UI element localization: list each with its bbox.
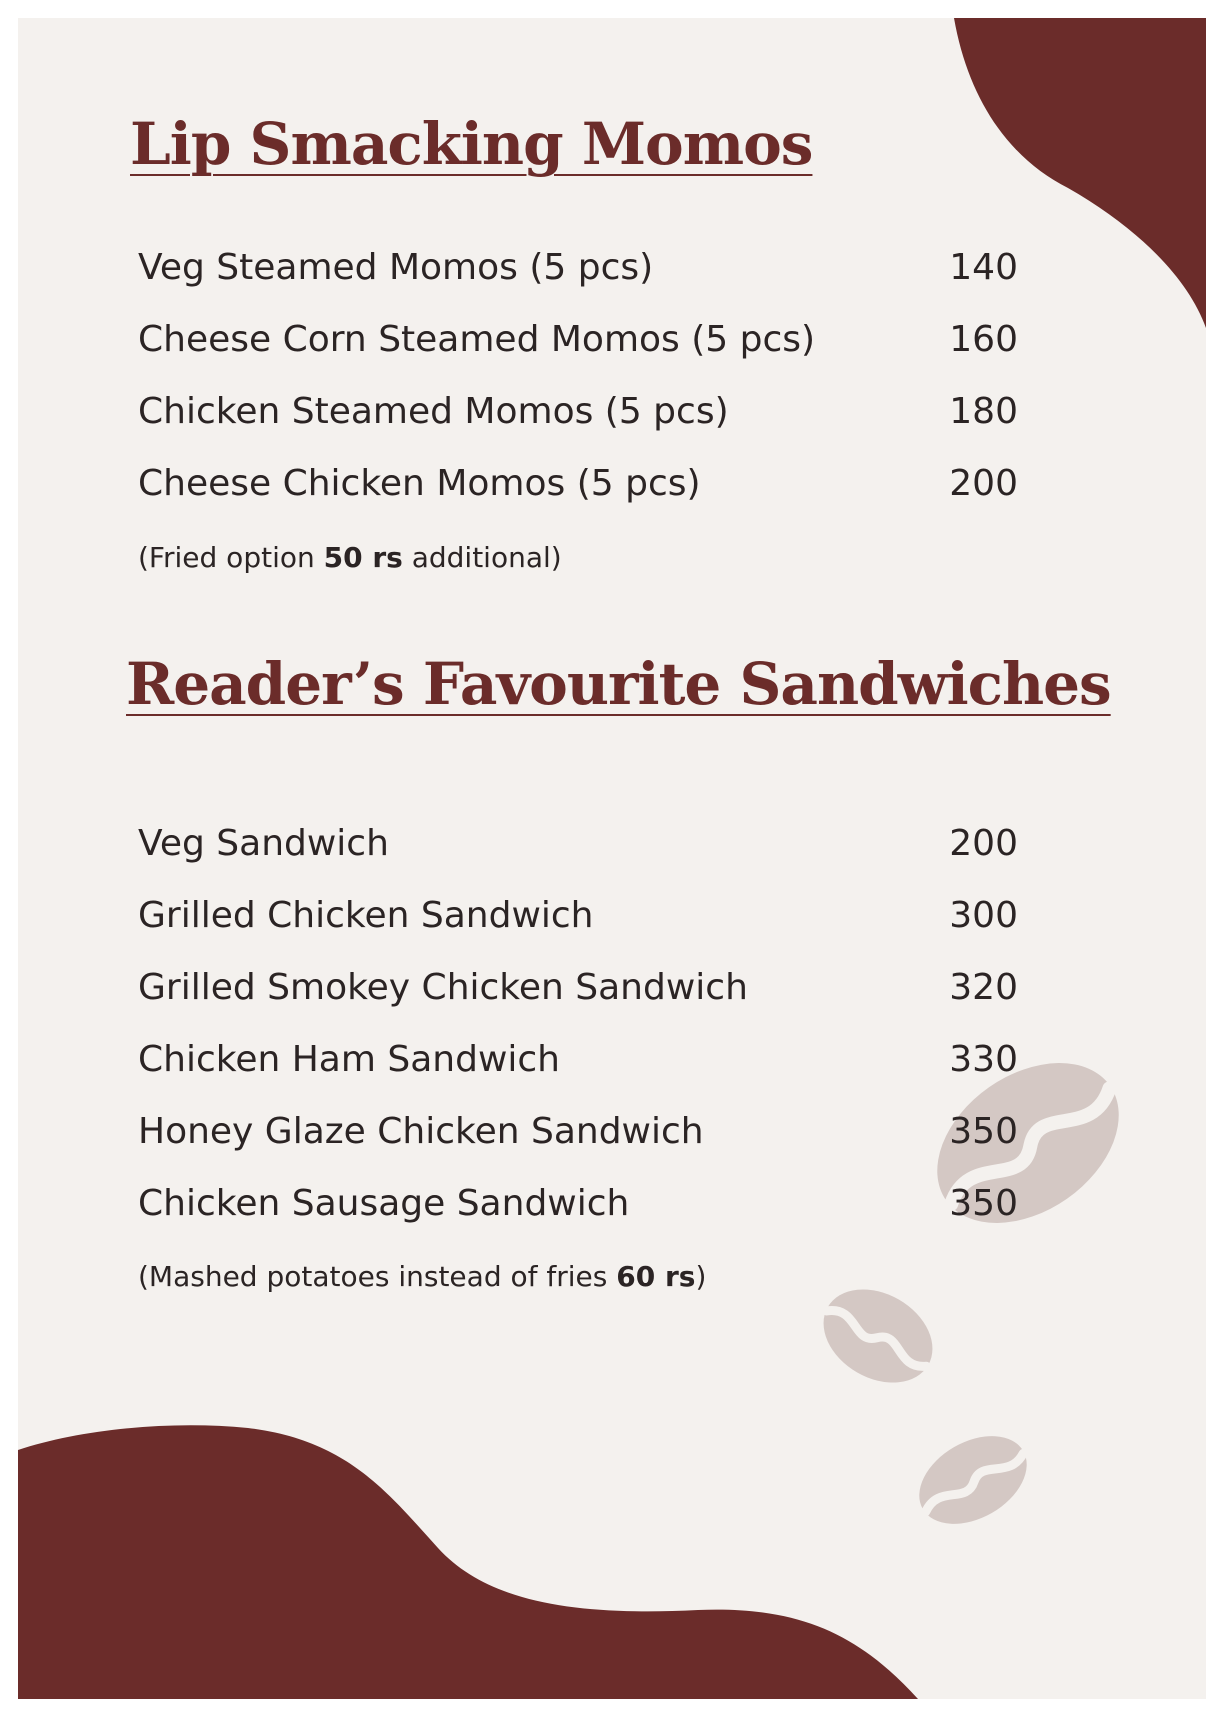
item-name: Chicken Sausage Sandwich: [138, 1183, 630, 1224]
item-name: Veg Steamed Momos (5 pcs): [138, 247, 654, 288]
coffee-bean-icon: [904, 1418, 1042, 1542]
item-name: Grilled Chicken Sandwich: [138, 895, 594, 936]
item-price: 200: [949, 823, 1018, 864]
list-item: [138, 232, 1038, 304]
note-text: additional): [402, 541, 562, 574]
item-price: 160: [949, 319, 1018, 360]
list-item: [138, 376, 1038, 448]
note-text: (Fried option: [138, 541, 324, 574]
section-title-sandwiches: Reader’s Favourite Sandwiches: [126, 650, 1111, 718]
momos-note: [138, 541, 562, 574]
list-item: [138, 952, 1038, 1024]
bottom-left-wave-shape: [18, 1425, 918, 1699]
note-price: 50 rs: [323, 541, 403, 574]
item-price: 350: [949, 1111, 1018, 1152]
item-price: 300: [949, 895, 1018, 936]
list-item: [138, 1096, 1038, 1168]
item-name: Veg Sandwich: [138, 823, 389, 864]
item-price: 320: [949, 967, 1018, 1008]
item-name: Grilled Smokey Chicken Sandwich: [138, 967, 748, 1008]
item-price: 330: [949, 1039, 1018, 1080]
item-price: 140: [949, 247, 1018, 288]
list-item: [138, 448, 1038, 520]
item-price: 200: [949, 463, 1018, 504]
list-item: [138, 808, 1038, 880]
list-item: [138, 1168, 1038, 1240]
list-item: [138, 1024, 1038, 1096]
note-text: (Mashed potatoes instead of fries: [138, 1260, 617, 1293]
list-item: [138, 304, 1038, 376]
item-price: 350: [949, 1183, 1018, 1224]
momos-item-list: [138, 232, 1038, 520]
item-name: Cheese Corn Steamed Momos (5 pcs): [138, 319, 816, 360]
sandwiches-item-list: [138, 808, 1038, 1240]
section-title-momos: Lip Smacking Momos: [130, 110, 813, 178]
item-name: Cheese Chicken Momos (5 pcs): [138, 463, 701, 504]
item-name: Chicken Steamed Momos (5 pcs): [138, 391, 729, 432]
item-name: Chicken Ham Sandwich: [138, 1039, 560, 1080]
list-item: [138, 880, 1038, 952]
note-price: 60 rs: [616, 1260, 696, 1293]
coffee-bean-icon: [807, 1271, 949, 1402]
menu-page: [18, 18, 1206, 1699]
item-price: 180: [949, 391, 1018, 432]
sandwiches-note: [138, 1260, 706, 1293]
item-name: Honey Glaze Chicken Sandwich: [138, 1111, 704, 1152]
note-text: ): [695, 1260, 707, 1293]
